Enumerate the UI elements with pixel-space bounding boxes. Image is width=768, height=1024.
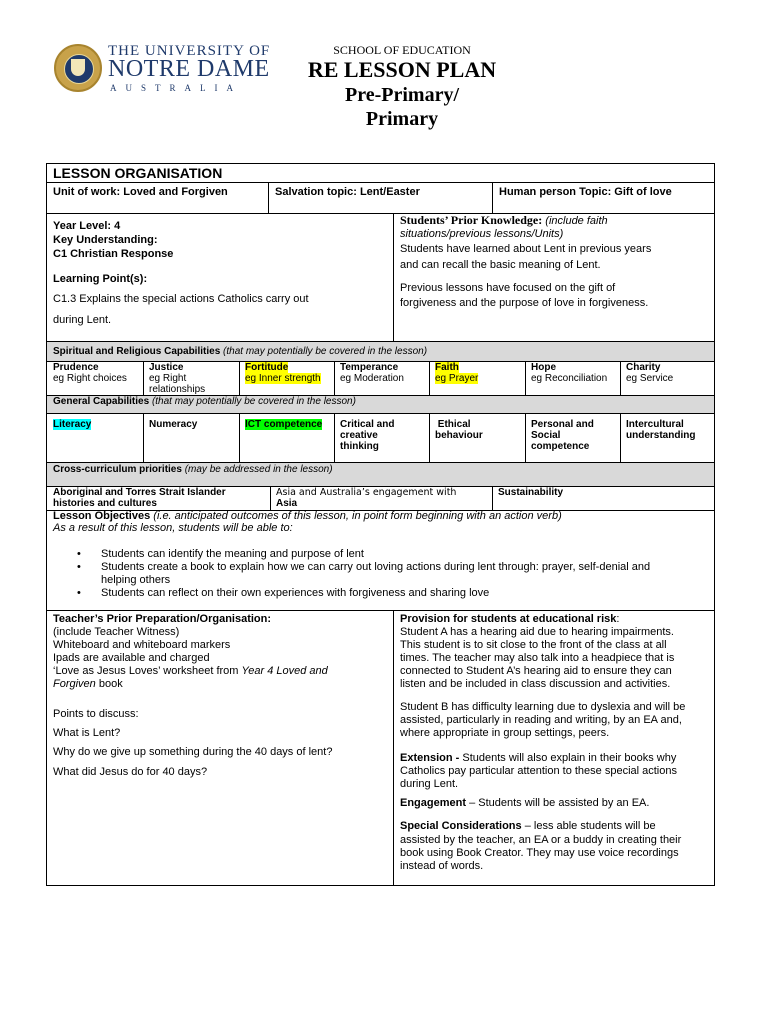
prior-knowledge-heading: Students’ Prior Knowledge: (include faith bbox=[400, 213, 608, 227]
teacher-prep-line: Whiteboard and whiteboard markers bbox=[53, 639, 231, 651]
student-a-line: times. The teacher may also talk into a headpiece that is bbox=[400, 652, 675, 664]
logo-text-line1: THE UNIVERSITY OF bbox=[108, 43, 271, 59]
extension-line2: Catholics pay particular attention to these special actions bbox=[400, 765, 677, 777]
spiritual-item-example: eg Reconciliation bbox=[531, 373, 608, 384]
spiritual-item-name: Hope bbox=[531, 362, 556, 373]
objective-item: • Students can reflect on their own experiences with forgiveness and sharing love bbox=[53, 587, 650, 600]
general-item-cont: creative bbox=[340, 430, 378, 441]
spiritual-item-example: eg Prayer bbox=[435, 373, 479, 384]
logo-text-line3: AUSTRALIA bbox=[110, 83, 242, 93]
divider bbox=[525, 361, 526, 395]
aboriginal-priority-line2: histories and cultures bbox=[53, 498, 157, 509]
divider bbox=[393, 610, 394, 886]
divider bbox=[239, 413, 240, 462]
student-a-line: listen and be included in class discussion and activities. bbox=[400, 678, 671, 690]
teacher-prep-line: Ipads are available and charged bbox=[53, 652, 210, 664]
sustainability-priority: Sustainability bbox=[498, 487, 564, 498]
student-a-line: Student A has a hearing aid due to hearing impairments. bbox=[400, 626, 674, 638]
general-heading: General Capabilities (that may potentially be covered in the lesson) bbox=[53, 396, 356, 407]
special-considerations-line3: book using Book Creator. They may use voice recordings bbox=[400, 847, 679, 859]
general-item: Ethical bbox=[435, 419, 471, 430]
points-to-discuss-heading: Points to discuss: bbox=[53, 708, 139, 720]
teacher-prep-line: Forgiven book bbox=[53, 678, 123, 690]
discussion-question: What did Jesus do for 40 days? bbox=[53, 766, 208, 778]
special-considerations-line4: instead of words. bbox=[400, 860, 484, 872]
teacher-prep-line: (include Teacher Witness) bbox=[53, 626, 180, 638]
spiritual-item-name: Justice bbox=[149, 362, 184, 373]
logo-text-line2: NOTRE DAME bbox=[108, 56, 270, 82]
objectives-list bbox=[53, 548, 650, 600]
asia-priority-line1: Asia and Australia’s engagement with bbox=[276, 487, 457, 498]
divider bbox=[46, 413, 715, 414]
prior-knowledge-para1-line1: Students have learned about Lent in previous years bbox=[400, 243, 652, 255]
salvation-topic: Salvation topic: Lent/Easter bbox=[275, 186, 420, 198]
divider bbox=[525, 413, 526, 462]
student-a-line: connected to Student A’s hearing aid to ensure they can bbox=[400, 665, 672, 677]
special-considerations-line2: assisted by the teacher, an EA or a buddy in creating their bbox=[400, 834, 682, 846]
spiritual-item-name: Charity bbox=[626, 362, 661, 373]
general-item: ICT competence bbox=[245, 419, 323, 430]
divider bbox=[492, 486, 493, 510]
spiritual-item-example: eg Inner strength bbox=[245, 373, 321, 384]
general-item-cont: understanding bbox=[626, 430, 696, 441]
spiritual-item-example-cont: relationships bbox=[149, 384, 206, 395]
asia-priority-line2: Asia bbox=[276, 498, 298, 509]
general-item-cont: thinking bbox=[340, 441, 379, 452]
divider bbox=[46, 341, 715, 342]
spiritual-item-name: Faith bbox=[435, 362, 459, 373]
learning-points-heading: Learning Point(s): bbox=[53, 273, 148, 285]
spiritual-item-name: Temperance bbox=[340, 362, 399, 373]
discussion-question: What is Lent? bbox=[53, 727, 121, 739]
objectives-heading: Lesson Objectives (i.e. anticipated outcomes of this lesson, in point form beginning with an action verb) bbox=[53, 510, 562, 522]
divider bbox=[270, 486, 271, 510]
divider bbox=[620, 413, 621, 462]
student-a-line: This student is to sit close to the front of the class at all bbox=[400, 639, 667, 651]
general-item: Critical and bbox=[340, 419, 395, 430]
objectives-intro: As a result of this lesson, students will be able to: bbox=[53, 522, 293, 534]
general-item-cont: Social bbox=[531, 430, 561, 441]
spiritual-item-example: eg Moderation bbox=[340, 373, 404, 384]
teacher-prep-heading: Teacher’s Prior Preparation/Organisation: bbox=[53, 613, 272, 625]
divider bbox=[334, 413, 335, 462]
prior-knowledge-para2-line2: forgiveness and the purpose of love in forgiveness. bbox=[400, 297, 649, 309]
prior-knowledge-para2-line1: Previous lessons have focused on the gift of bbox=[400, 282, 616, 294]
objective-item: • Students can identify the meaning and purpose of lent bbox=[53, 548, 650, 561]
engagement-line: Engagement – Students will be assisted by an EA. bbox=[400, 797, 650, 809]
teacher-prep-line: ‘Love as Jesus Loves’ worksheet from Year 4 Loved and bbox=[53, 665, 328, 677]
general-item: Personal and bbox=[531, 419, 594, 430]
divider bbox=[46, 462, 715, 463]
document-title: RE LESSON PLAN bbox=[307, 57, 497, 82]
spiritual-item-example: eg Service bbox=[626, 373, 674, 384]
special-considerations-line1: Special Considerations – less able students will be bbox=[400, 820, 656, 832]
general-item: Literacy bbox=[53, 419, 92, 430]
school-name: SCHOOL OF EDUCATION bbox=[333, 43, 471, 57]
divider bbox=[429, 413, 430, 462]
general-item-cont: competence bbox=[531, 441, 590, 452]
spiritual-item-name: Fortitude bbox=[245, 362, 289, 373]
key-understanding-value: C1 Christian Response bbox=[53, 248, 174, 260]
year-level: Year Level: 4 bbox=[53, 220, 121, 232]
discussion-question: Why do we give up something during the 40 days of lent? bbox=[53, 746, 333, 758]
extension-line3: during Lent. bbox=[400, 778, 459, 790]
objective-item: • Students create a book to explain how we can carry out loving actions during lent through: prayer, self-denial and helping others bbox=[53, 561, 650, 587]
spiritual-item-name: Prudence bbox=[53, 362, 99, 373]
cross-curriculum-heading: Cross-curriculum priorities (may be addressed in the lesson) bbox=[53, 464, 333, 475]
general-item-cont: behaviour bbox=[435, 430, 483, 441]
aboriginal-priority-line1: Aboriginal and Torres Strait Islander bbox=[53, 487, 226, 498]
student-b-line: assisted, particularly in reading and writing, by an EA and, bbox=[400, 714, 682, 726]
divider bbox=[429, 361, 430, 395]
divider bbox=[492, 182, 493, 213]
document-subtitle-line1: Pre-Primary/ bbox=[344, 84, 459, 106]
prior-knowledge-note: situations/previous lessons/Units) bbox=[400, 228, 564, 240]
student-b-line: where appropriate in group settings, peers. bbox=[400, 727, 610, 739]
divider bbox=[143, 361, 144, 395]
learning-point-line2: during Lent. bbox=[53, 314, 112, 326]
human-person-topic: Human person Topic: Gift of love bbox=[499, 186, 672, 198]
student-b-line: Student B has difficulty learning due to dyslexia and will be bbox=[400, 701, 686, 713]
spiritual-item-example: eg Right choices bbox=[53, 373, 127, 384]
document-subtitle-line2: Primary bbox=[365, 108, 439, 130]
prior-knowledge-para1-line2: and can recall the basic meaning of Lent. bbox=[400, 259, 601, 271]
general-item: Numeracy bbox=[149, 419, 198, 430]
spiritual-item-example: eg Right bbox=[149, 373, 187, 384]
divider bbox=[46, 610, 715, 611]
divider bbox=[143, 413, 144, 462]
divider bbox=[393, 213, 394, 341]
divider bbox=[334, 361, 335, 395]
general-item: Intercultural bbox=[626, 419, 684, 430]
divider bbox=[46, 213, 715, 214]
extension-line1: Extension - Students will also explain in their books why bbox=[400, 752, 677, 764]
divider bbox=[620, 361, 621, 395]
spiritual-heading: Spiritual and Religious Capabilities (that may potentially be covered in the lesson) bbox=[53, 346, 428, 357]
divider bbox=[46, 182, 715, 183]
provision-heading: Provision for students at educational risk: bbox=[400, 613, 620, 625]
organisation-heading: LESSON ORGANISATION bbox=[53, 165, 223, 181]
learning-point-line1: C1.3 Explains the special actions Catholics carry out bbox=[53, 293, 309, 305]
key-understanding-label: Key Understanding: bbox=[53, 234, 158, 246]
divider bbox=[268, 182, 269, 213]
unit-of-work: Unit of work: Loved and Forgiven bbox=[53, 186, 228, 198]
divider bbox=[239, 361, 240, 395]
